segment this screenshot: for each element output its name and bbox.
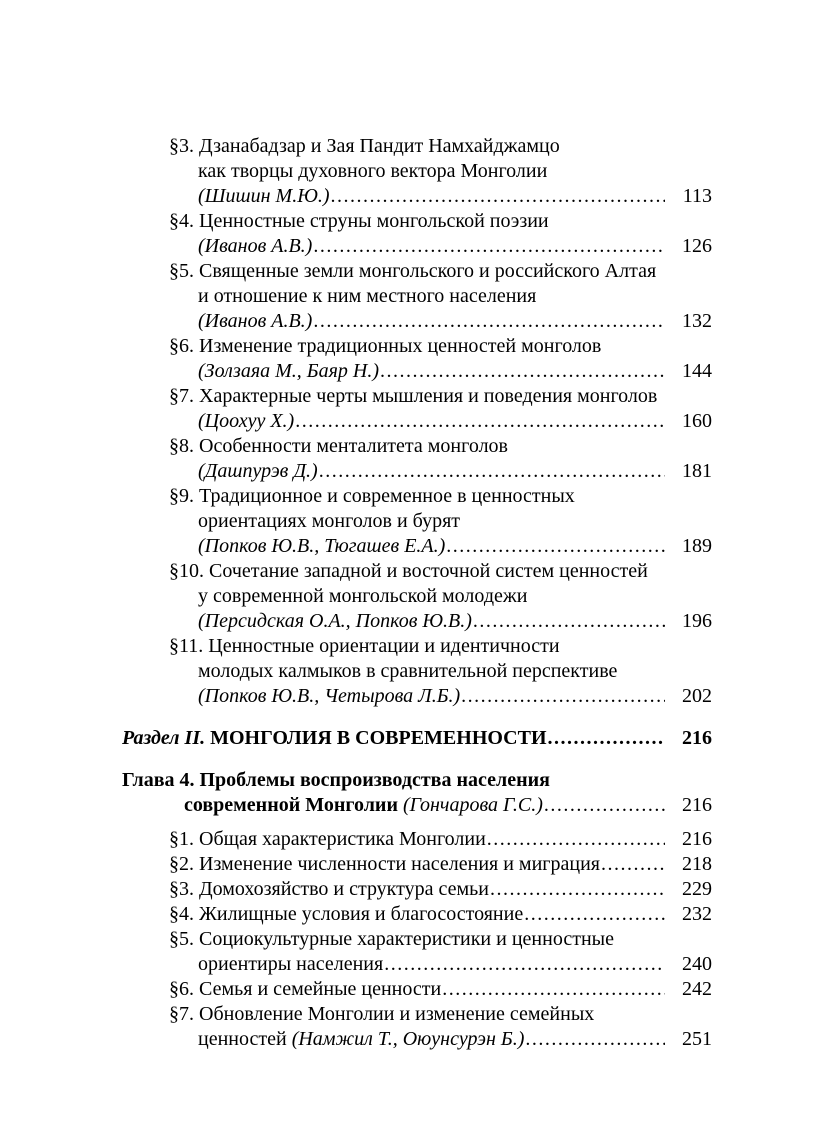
line-text [198, 609, 472, 634]
toc-line [122, 852, 712, 877]
toc-entry-par10 [122, 559, 712, 634]
toc-entry-par5 [122, 259, 712, 334]
toc-entry-par6 [122, 334, 712, 384]
toc-entry-ch4-par7 [122, 1002, 712, 1052]
toc-line [122, 1002, 712, 1027]
text-segment: §3. Домохозяйство и структура семьи [169, 878, 489, 900]
toc-line [122, 259, 712, 284]
toc-line [122, 234, 712, 259]
page-number: 160 [682, 410, 712, 432]
dot-leader [442, 977, 665, 1002]
line-text [169, 134, 560, 159]
text-segment: §4. Жилищные условия и благосостояние [169, 903, 524, 925]
text-segment: §9. Традиционное и современное в ценностных [169, 485, 575, 507]
text-segment: Глава 4. Проблемы воспроизводства населения [122, 769, 550, 791]
text-segment: §3. Дзанабадзар и Зая Пандит Намхайджамцо [169, 135, 560, 157]
line-text [122, 726, 547, 751]
text-segment: (Намжил Т., Оюунсурэн Б.) [291, 1028, 525, 1050]
toc-line [122, 1027, 712, 1052]
text-segment: как творцы духовного вектора Монголии [198, 160, 548, 182]
text-segment: (Дашпурэв Д.) [198, 460, 318, 482]
text-segment: Раздел II. [122, 727, 206, 749]
line-text [198, 459, 318, 484]
line-text [169, 1002, 594, 1027]
line-text [198, 534, 445, 559]
dot-leader [473, 609, 665, 634]
dot-leader [487, 827, 665, 852]
line-text [169, 877, 489, 902]
text-segment: (Попков Ю.В., Четырова Л.Б.) [198, 685, 461, 707]
text-segment: §7. Обновление Монголии и изменение семейных [169, 1003, 595, 1025]
text-segment: §6. Семья и семейные ценности [169, 978, 442, 1000]
toc [122, 134, 712, 1052]
text-segment: (Золзаяа М., Баяр Н.) [198, 360, 379, 382]
toc-line [122, 309, 712, 334]
page-number: 132 [682, 310, 712, 332]
line-text [198, 359, 379, 384]
page-number: 242 [682, 978, 712, 1000]
text-segment: §5. Социокультурные характеристики и ценностные [169, 928, 614, 950]
toc-line [122, 534, 712, 559]
toc-line [122, 159, 712, 184]
toc-line [122, 827, 712, 852]
dot-leader [446, 534, 665, 559]
dot-leader [524, 902, 665, 927]
page-number: 229 [682, 878, 712, 900]
text-segment: (Персидская О.А., Попков Ю.В.) [198, 610, 472, 632]
line-text [198, 952, 383, 977]
line-text [169, 634, 560, 659]
toc-line [122, 877, 712, 902]
toc-line [122, 559, 712, 584]
page-number: 202 [682, 685, 712, 707]
page-number: 181 [682, 460, 712, 482]
dot-leader [384, 952, 665, 977]
toc-line [122, 793, 712, 818]
toc-line [122, 659, 712, 684]
line-text [184, 793, 543, 818]
line-text [169, 852, 600, 877]
dot-leader [319, 459, 665, 484]
dot-leader [525, 1027, 665, 1052]
toc-line [122, 927, 712, 952]
toc-entry-ch4-par5 [122, 927, 712, 977]
dot-leader [380, 359, 665, 384]
dot-leader [544, 793, 665, 818]
text-segment: ориентиры населения [198, 953, 384, 975]
toc-line [122, 434, 712, 459]
toc-line [122, 459, 712, 484]
page-number: 216 [682, 727, 712, 749]
line-text [198, 659, 617, 684]
text-segment: §2. Изменение численности населения и миграция [169, 853, 600, 875]
page-number: 240 [682, 953, 712, 975]
toc-entry-par7 [122, 384, 712, 434]
text-segment: современной Монголии [184, 794, 403, 816]
dot-leader [461, 684, 665, 709]
toc-entry-par11 [122, 634, 712, 709]
line-text [169, 209, 549, 234]
line-text [169, 334, 601, 359]
text-segment: (Цоохуу Х.) [198, 410, 295, 432]
toc-line [122, 684, 712, 709]
dot-leader [490, 877, 665, 902]
text-segment: (Иванов А.В.) [198, 310, 313, 332]
toc-entry-ch4-par6 [122, 977, 712, 1002]
text-segment: §4. Ценностные струны монгольской поэзии [169, 210, 549, 232]
toc-line [122, 952, 712, 977]
text-segment: §11. Ценностные ориентации и идентичности [169, 635, 560, 657]
page-number: 251 [682, 1028, 712, 1050]
toc-entry-ch4-par1 [122, 827, 712, 852]
text-segment: и отношение к ним местного населения [198, 285, 537, 307]
line-text [198, 409, 294, 434]
line-text [169, 827, 486, 852]
toc-line [122, 209, 712, 234]
dot-leader [313, 234, 665, 259]
toc-line [122, 134, 712, 159]
text-segment: §7. Характерные черты мышления и поведения монголов [169, 385, 658, 407]
text-segment: §1. Общая характеристика Монголии [169, 828, 486, 850]
line-text [169, 559, 648, 584]
toc-line [122, 977, 712, 1002]
toc-entry-par3 [122, 134, 712, 209]
text-segment: ориентациях монголов и бурят [198, 510, 461, 532]
toc-line [122, 284, 712, 309]
page-number: 218 [682, 853, 712, 875]
toc-line [122, 634, 712, 659]
line-text [198, 1027, 524, 1052]
toc-entry-par4 [122, 209, 712, 259]
toc-line [122, 902, 712, 927]
page-number: 113 [682, 185, 712, 207]
toc-entry-glava-4 [122, 768, 712, 818]
text-segment: §6. Изменение традиционных ценностей монголов [169, 335, 602, 357]
page-number: 232 [682, 903, 712, 925]
toc-line [122, 509, 712, 534]
toc-line [122, 484, 712, 509]
toc-entry-razdel-2 [122, 726, 712, 751]
toc-line [122, 726, 712, 751]
dot-leader [295, 409, 665, 434]
toc-entry-par8 [122, 434, 712, 484]
page-number: 196 [682, 610, 712, 632]
text-segment: (Иванов А.В.) [198, 235, 313, 257]
toc-line [122, 409, 712, 434]
page-number: 144 [682, 360, 712, 382]
line-text [198, 509, 460, 534]
text-segment: у современной монгольской молодежи [198, 585, 528, 607]
dot-leader [313, 309, 665, 334]
text-segment: §5. Священные земли монгольского и российского Алтая [169, 260, 657, 282]
page-number: 216 [682, 794, 712, 816]
text-segment: (Попков Ю.В., Тюгашев Е.А.) [198, 535, 446, 557]
line-text [198, 684, 460, 709]
toc-line [122, 584, 712, 609]
line-text [169, 927, 614, 952]
line-text [169, 384, 657, 409]
line-text [169, 977, 441, 1002]
line-text [198, 284, 536, 309]
toc-entry-par9 [122, 484, 712, 559]
toc-entry-ch4-par2 [122, 852, 712, 877]
dot-leader [331, 184, 665, 209]
page-number: 216 [682, 828, 712, 850]
line-text [169, 902, 523, 927]
text-segment: ценностей [198, 1028, 292, 1050]
line-text [169, 434, 508, 459]
toc-line [122, 384, 712, 409]
toc-entry-ch4-par4 [122, 902, 712, 927]
toc-line [122, 184, 712, 209]
text-segment: молодых калмыков в сравнительной перспективе [198, 660, 618, 682]
toc-line [122, 359, 712, 384]
toc-line [122, 334, 712, 359]
toc-line [122, 768, 712, 793]
text-segment: §10. Сочетание западной и восточной систем ценностей [169, 560, 648, 582]
page-number: 189 [682, 535, 712, 557]
line-text [169, 259, 656, 284]
dot-leader [601, 852, 665, 877]
toc-line [122, 609, 712, 634]
line-text [198, 309, 312, 334]
line-text [198, 234, 312, 259]
line-text [198, 584, 527, 609]
text-segment: МОНГОЛИЯ В СОВРЕМЕННОСТИ [205, 727, 547, 749]
text-segment: §8. Особенности менталитета монголов [169, 435, 508, 457]
dot-leader [548, 726, 665, 751]
text-segment: (Гончарова Г.С.) [402, 794, 543, 816]
line-text [198, 159, 547, 184]
text-segment: (Шишин М.Ю.) [198, 185, 330, 207]
line-text [122, 768, 550, 793]
line-text [169, 484, 575, 509]
toc-entry-ch4-par3 [122, 877, 712, 902]
page-number: 126 [682, 235, 712, 257]
line-text [198, 184, 330, 209]
